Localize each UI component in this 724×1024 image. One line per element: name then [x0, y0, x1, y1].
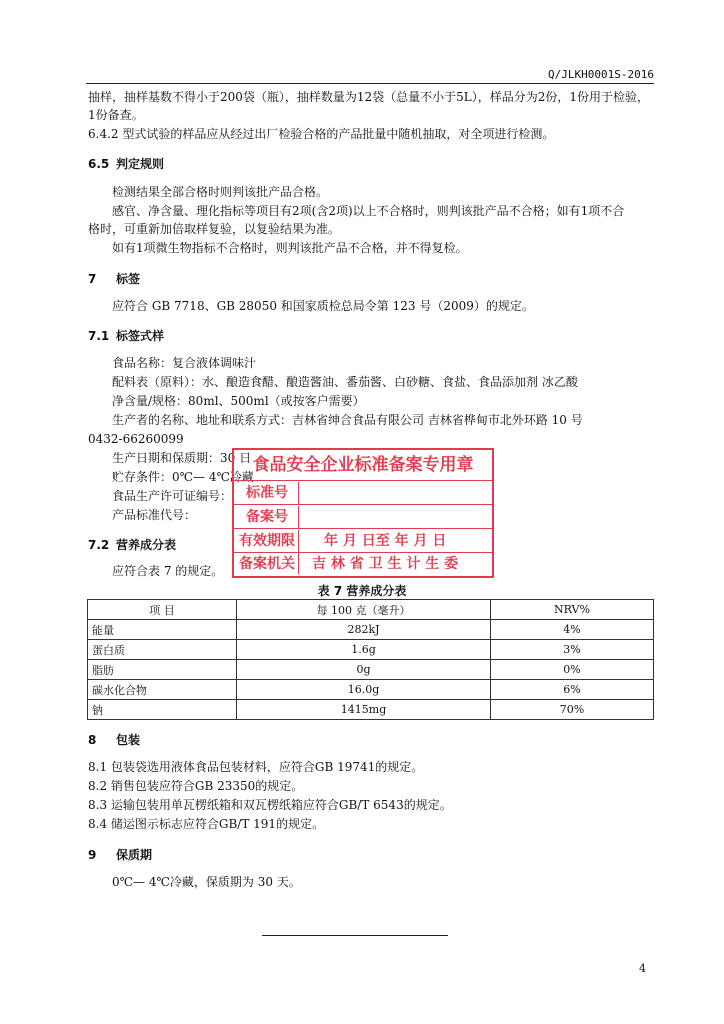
label-dates: 生产日期和保质期：30 日 — [112, 451, 252, 465]
table-cell: 282kJ — [237, 620, 491, 640]
section-number: 7.2 — [88, 538, 110, 552]
label-producer: 生产者的名称、地址和联系方式：吉林省绅合食品有限公司 吉林省桦甸市北外环路 10 号 — [112, 413, 583, 427]
stamp-label: 标准号 — [236, 482, 299, 504]
table-caption: 表 7 营养成分表 — [317, 584, 407, 598]
table-header-row — [88, 600, 654, 620]
table-cell: 脂肪 — [88, 660, 237, 680]
table-cell: 钠 — [88, 700, 237, 720]
table-cell: 0g — [237, 660, 491, 680]
stamp-row-authority — [234, 553, 492, 574]
table-row — [88, 660, 654, 680]
section-heading-6-5 — [88, 155, 164, 172]
registration-stamp — [232, 448, 494, 578]
section-heading-7-2 — [88, 536, 176, 553]
table-cell: 6% — [491, 680, 654, 700]
table-row — [88, 640, 654, 660]
table-cell: 0% — [491, 660, 654, 680]
clause-8-2: 8.2 销售包装应符合GB 23350的规定。 — [88, 779, 304, 793]
clause-6-4-2: 6.4.2 型式试验的样品应从经过出厂检验合格的产品批量中随机抽取，对全项进行检测。 — [88, 127, 555, 141]
section-title: 营养成分表 — [116, 538, 177, 552]
header-cell: NRV% — [491, 600, 654, 620]
paragraph: 检测结果全部合格时则判该批产品合格。 — [112, 185, 329, 199]
table-cell: 4% — [491, 620, 654, 640]
section-heading-7 — [88, 270, 140, 287]
document-code: Q/JLKH0001S-2016 — [548, 68, 654, 81]
table-cell: 能量 — [88, 620, 237, 640]
stamp-title: 食品安全企业标准备案专用章 — [234, 450, 492, 481]
table-row — [88, 680, 654, 700]
paragraph: 应符合表 7 的规定。 — [112, 564, 224, 578]
stamp-label: 备案号 — [236, 506, 299, 528]
section-number: 8 — [88, 733, 97, 747]
label-standard: 产品标准代号： — [112, 508, 197, 522]
section-number: 9 — [88, 848, 97, 862]
stamp-authority: 吉 林 省 卫 生 计 生 委 — [312, 556, 459, 572]
label-phone: 0432-66260099 — [88, 432, 184, 446]
section-number: 7.1 — [88, 329, 110, 343]
table-row — [88, 620, 654, 640]
label-food-name: 食品名称：复合液体调味汁 — [112, 356, 257, 370]
header-cell: 每 100 克（毫升） — [237, 600, 491, 620]
table-cell: 1415mg — [237, 700, 491, 720]
table-cell: 3% — [491, 640, 654, 660]
stamp-row-period — [234, 530, 492, 553]
label-storage: 贮存条件：0℃— 4℃冷藏 — [112, 470, 254, 484]
table-cell: 1.6g — [237, 640, 491, 660]
paragraph: 抽样，抽样基数不得小于200袋（瓶），抽样数量为12袋（总量不小于5L），样品分为2份，1份用于检验， — [88, 90, 650, 104]
paragraph: 0℃— 4℃冷藏，保质期为 30 天。 — [112, 875, 301, 889]
label-ingredients: 配料表（原料）：水、酿造食醋、酿造酱油、番茄酱、白砂糖、食盐、食品添加剂 冰乙酸 — [112, 375, 578, 389]
table-cell: 70% — [491, 700, 654, 720]
stamp-label: 备案机关 — [236, 553, 299, 574]
stamp-row-record — [234, 506, 492, 529]
paragraph: 1份备查。 — [88, 108, 144, 122]
section-heading-9 — [88, 846, 152, 863]
section-title: 标签式样 — [116, 329, 165, 343]
paragraph: 格时，可重新加倍取样复验，以复验结果为准。 — [88, 222, 341, 236]
clause-8-4: 8.4 储运图示标志应符合GB/T 191的规定。 — [88, 817, 325, 831]
header-cell: 项 目 — [88, 600, 237, 620]
end-rule — [262, 935, 448, 936]
table-cell: 碳水化合物 — [88, 680, 237, 700]
table-cell: 蛋白质 — [88, 640, 237, 660]
label-net-content: 净含量/规格：80ml、500ml（或按客户需要） — [112, 394, 365, 408]
paragraph: 应符合 GB 7718、GB 28050 和国家质检总局令第 123 号（2009）的规定。 — [112, 299, 534, 313]
table-cell: 16.0g — [237, 680, 491, 700]
section-title: 标签 — [116, 272, 141, 286]
clause-8-3: 8.3 运输包装用单瓦楞纸箱和双瓦楞纸箱应符合GB/T 6543的规定。 — [88, 798, 452, 812]
section-heading-7-1 — [88, 327, 164, 344]
section-heading-8 — [88, 731, 140, 748]
section-number: 6.5 — [88, 157, 110, 171]
section-title: 判定规则 — [116, 157, 165, 171]
clause-8-1: 8.1 包装袋选用液体食品包装材料，应符合GB 19741的规定。 — [88, 760, 424, 774]
header-rule — [86, 83, 654, 84]
page-number: 4 — [639, 962, 646, 975]
section-title: 包装 — [116, 733, 141, 747]
label-license: 食品生产许可证编号： — [112, 489, 233, 503]
stamp-period: 年 月 日至 年 月 日 — [324, 533, 447, 549]
section-number: 7 — [88, 272, 97, 286]
stamp-label: 有效期限 — [236, 530, 299, 552]
nutrition-table — [87, 599, 654, 720]
paragraph: 如有1项微生物指标不合格时，则判该批产品不合格，并不得复检。 — [112, 241, 468, 255]
table-row — [88, 700, 654, 720]
paragraph: 感官、净含量、理化指标等项目有2项(含2项)以上不合格时，则判该批产品不合格；如有1项不合 — [112, 204, 625, 218]
section-title: 保质期 — [116, 848, 153, 862]
stamp-row-standard — [234, 482, 492, 505]
